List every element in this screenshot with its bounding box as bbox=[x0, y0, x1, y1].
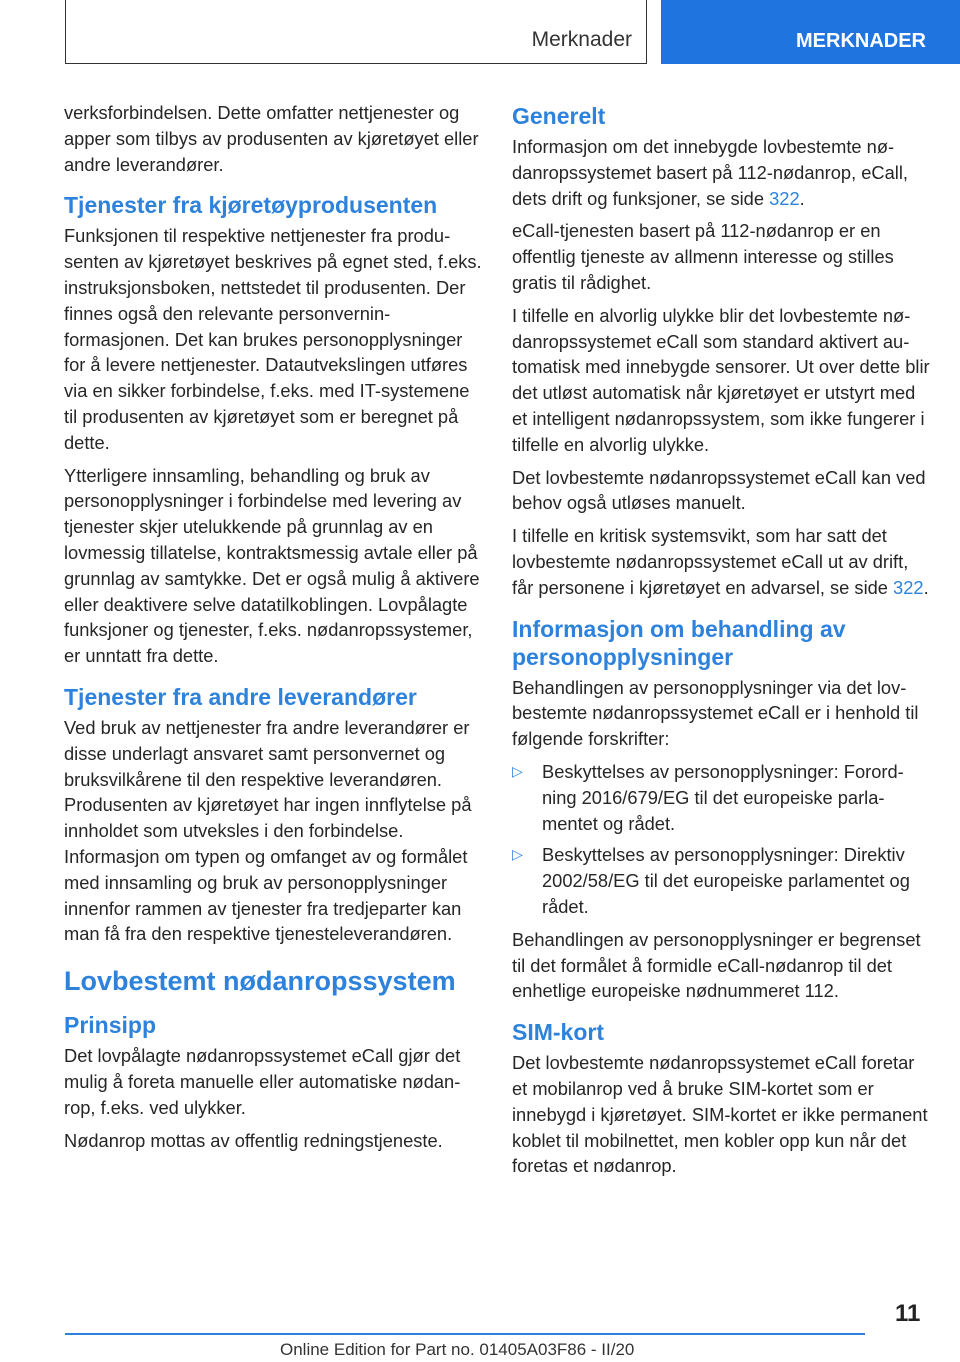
other-providers-paragraph: Ved bruk av nettjenester fra andre leverandører er disse underlagt ansvaret samt personvernet og bruksvilkårene til den respektive leverandøren. Produsenten av kjøretøyet har ingen innflytelse på innholdet som utveksles i den forbindelse. Informasjon om typen og omfanget av og formålet med innsamling og bruk av personopplysninger innenfor rammen av tjenester fra tredjeparter kan man få fra den respektive tjenesteleverandøren. bbox=[64, 716, 472, 945]
left-column bbox=[64, 100, 482, 1160]
sim-paragraph: Det lovbestemte nødanropssystemet eCall foretar et mobilanrop ved å bruke SIM-kortet som er innebygd i kjøretøyet. SIM-kortet er ikke permanent koblet til mobilnettet, men kobler opp kun når det foretas et nødanrop. bbox=[512, 1052, 928, 1177]
general-paragraph-1: Informasjon om det innebygde lovbestemte nødanropssystemet basert på 112-nødanrop, eCall, dets drift og funksjoner, se side 322. bbox=[512, 136, 908, 209]
page-reference-link[interactable]: 322 bbox=[893, 576, 924, 598]
heading-personal-data-info: Informasjon om behandling av personopplysninger bbox=[512, 615, 846, 670]
footer-edition: Online Edition for Part no. 01405A03F86 - II/20 bbox=[280, 1340, 635, 1359]
info-paragraph-1: Behandlingen av personopplysninger via det lovbestemte nødanropssystemet eCall er i henhold til følgende forskrifter: bbox=[512, 676, 919, 750]
list-item: ▷ Beskyttelses av personopplysninger: Direktiv 2002/58/EG til det europeiske parlamentet og rådet. bbox=[512, 844, 910, 917]
vehicle-services-paragraph-1: Funksjonen til respektive nettjenester fra produsenten av kjøretøyet beskrives på egnet sted, f.eks. instruksjonsboken, nettstedet til produsenten. Der finnes også den relevante personverninformasjonen. Det kan brukes personopplysninger for å levere nettjenester. Datautvekslingen utføres via en sikker forbindelse, f.eks. med IT-systemene til produsenten av kjøretøyet som er beregnet på dette. bbox=[64, 225, 482, 453]
right-column bbox=[512, 100, 930, 1186]
regulations-list bbox=[512, 759, 930, 920]
header-section-box bbox=[65, 0, 647, 64]
general-paragraph-4: Det lovbestemte nødanropssystemet eCall kan ved behov også utløses manuelt. bbox=[512, 466, 926, 514]
general-paragraph-2: eCall-tjenesten basert på 112-nødanrop er en offentlig tjeneste av allmenn interesse og stilles gratis til rådighet. bbox=[512, 220, 894, 293]
triangle-bullet-icon: ▷ bbox=[512, 762, 523, 779]
principle-paragraph-1: Det lovpålagte nødanropssystemet eCall gjør det mulig å foreta manuelle eller automatiske nødanrop, f.eks. ved ulykker. bbox=[64, 1045, 461, 1118]
general-paragraph-3: I tilfelle en alvorlig ulykke blir det lovbestemte nødanropssystemet eCall som standard aktivert automatisk med innebygde sensorer. Ut over dette blir det utløst automatisk når kjøretøyet er utstyrt med et intelligent nødanropssystem, som ikke fungerer i tilfelle en alvorlig ulykke. bbox=[512, 304, 930, 455]
page-number: 11 bbox=[895, 1300, 921, 1327]
triangle-bullet-icon: ▷ bbox=[512, 846, 523, 863]
info-paragraph-2: Behandlingen av personopplysninger er begrenset til det formålet å formidle eCall-nødanrop til det enhetlige europeiske nødnummeret 112. bbox=[512, 928, 921, 1002]
heading-general: Generelt bbox=[512, 103, 606, 129]
header-section-title: Merknader bbox=[531, 28, 632, 51]
heading-vehicle-services: Tjenester fra kjøretøyprodusenten bbox=[64, 192, 438, 219]
principle-paragraph-2: Nødanrop mottas av offentlig redningstjeneste. bbox=[64, 1129, 443, 1151]
heading-principle: Prinsipp bbox=[64, 1012, 157, 1039]
heading-sim-card: SIM-kort bbox=[512, 1019, 604, 1046]
heading-other-providers: Tjenester fra andre leverandører bbox=[64, 683, 417, 710]
page-reference-link[interactable]: 322 bbox=[769, 187, 800, 209]
vehicle-services-paragraph-2: Ytterligere innsamling, behandling og bruk av personopplysninger i forbindelse med levering av tjenester skjer utelukkende på grunnlag av en lovmessig tillatelse, kontraktsmessig avtale eller på grunnlag av samtykke. Det er også mulig å aktivere eller deaktivere selve datatilkoblingen. Lovpålagte funksjoner og tjenester, f.eks. nødanropssystemer, er unntatt fra dette. bbox=[64, 464, 480, 667]
heading-emergency-call-system: Lovbestemt nødanropssystem bbox=[64, 966, 456, 997]
footer-divider bbox=[65, 1333, 865, 1335]
intro-paragraph: verksforbindelsen. Dette omfatter nettjenester og apper som tilbys av produsenten av kjøretøyet eller andre leverandører. bbox=[64, 102, 479, 175]
header-chapter-tab[interactable] bbox=[661, 0, 960, 64]
list-item: ▷ Beskyttelses av personopplysninger: Forordning 2016/679/EG til det europeiske parlamentet og rådet. bbox=[512, 760, 904, 834]
header-chapter-label: MERKNADER bbox=[796, 30, 926, 52]
general-paragraph-5: I tilfelle en kritisk systemsvikt, som har satt det lovbestemte nødanropssystemet eCall ut av drift, får personene i kjøretøyet en advarsel, se side 322. bbox=[512, 525, 929, 598]
